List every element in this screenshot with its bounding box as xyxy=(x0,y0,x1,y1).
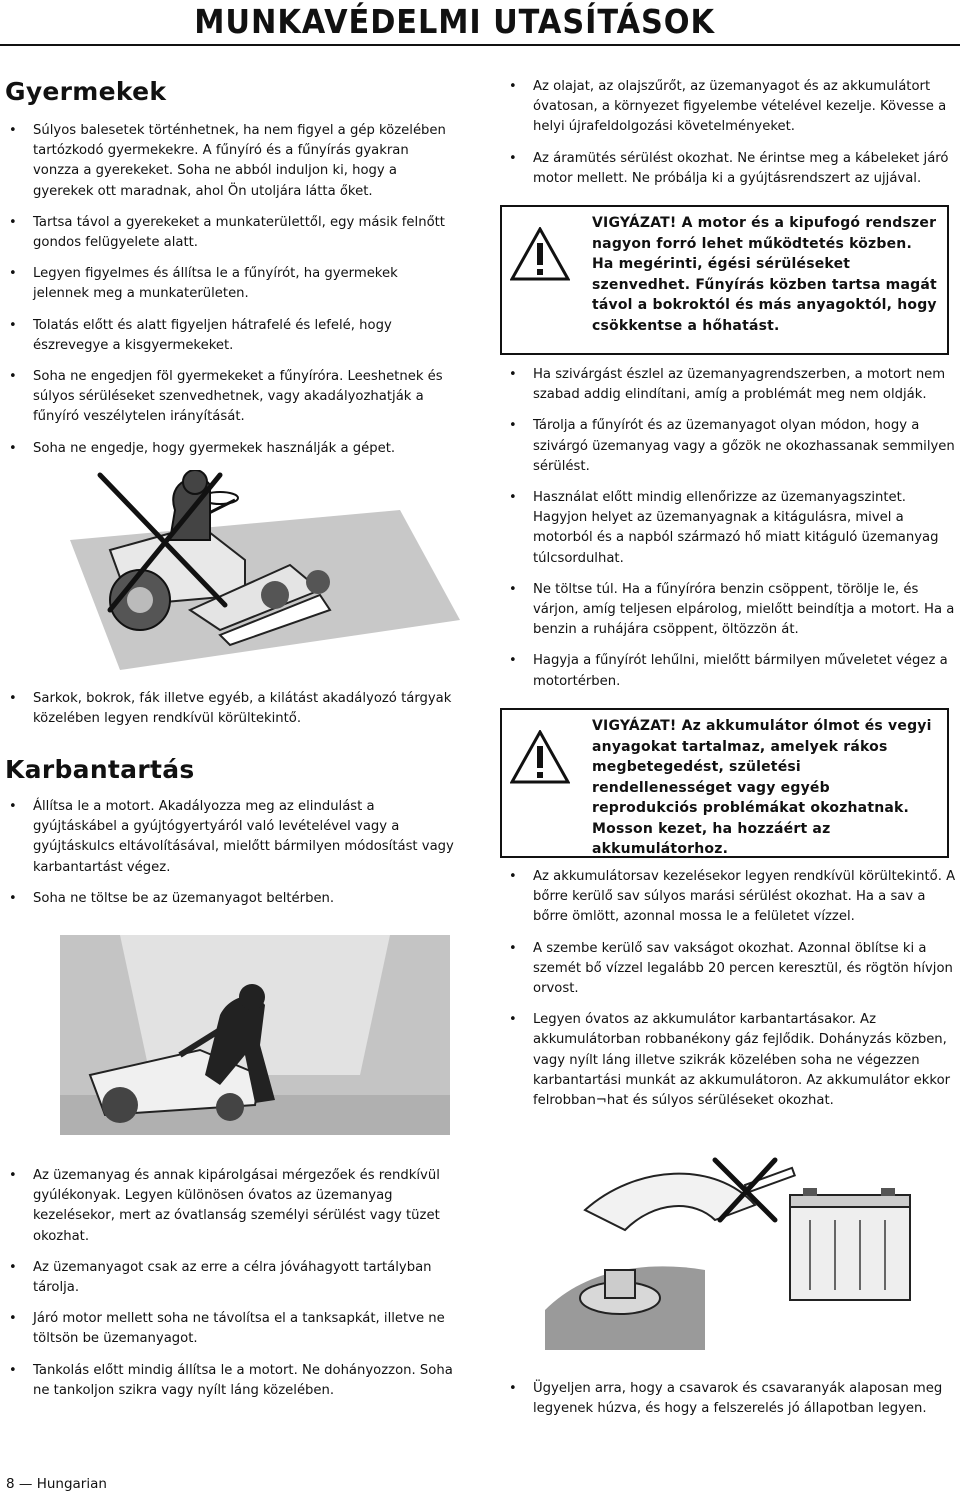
list-item: • A szembe kerülő sav vakságot okozhat. Azonnal öblítse ki a szemét bő vízzel legalább 20 percen keresztül, és rögtön hívjon orvost. xyxy=(509,939,957,1000)
corners-list xyxy=(9,689,457,729)
list-item: • Járó motor mellett soha ne távolítsa el a tanksapkát, illetve ne töltsön be üzemanyagot. xyxy=(9,1309,457,1349)
list-item: • Ne töltse túl. Ha a fűnyíróra benzin csöppent, törölje le, és várjon, amíg teljesen elpárolog, mielőtt beindítja a motort. Ha a benzin a ruhájára csöppent, öltözzön át. xyxy=(509,580,957,641)
footer-dash: — xyxy=(18,1476,33,1492)
list-item: • Ha szivárgást észlel az üzemanyagrendszerben, a motort nem szabad addig elindítani, amíg a problémát meg nem oldják. xyxy=(509,365,957,405)
list-item: • Használat előtt mindig ellenőrizze az üzemanyagszintet. Hagyjon helyet az üzemanyagnak a kitágulásra, mivel a motorból és a napból származó hő miatt kitáguló üzemanyag túlcsordulhat. xyxy=(509,488,957,569)
footer-language: Hungarian xyxy=(36,1476,107,1492)
list-item: • Az áramütés sérülést okozhat. Ne érintse meg a kábeleket járó motor mellett. Ne próbálja ki a gyújtásrendszert az ujjával. xyxy=(509,149,957,189)
battery-shape xyxy=(790,1188,910,1300)
list-item: • Soha ne engedjen föl gyermekeket a fűnyíróra. Leeshetnek és súlyos sérüléseket szenvedhetnek, vagy akadályozhatják a fűnyíró veszélytelen irányítását. xyxy=(9,367,457,428)
section-heading-maintenance: Karbantartás xyxy=(5,755,195,784)
mower-child-illustration xyxy=(70,470,460,670)
list-item: • Az üzemanyagot csak az erre a célra jóváhagyott tartályban tárolja. xyxy=(9,1258,457,1298)
warning-triangle-icon xyxy=(510,730,570,784)
list-item: • Ügyeljen arra, hogy a csavarok és csavaranyák alaposan meg legyenek húzva, és hogy a felszerelés jó állapotban legyen. xyxy=(509,1379,957,1419)
warning-text: VIGYÁZAT! A motor és a kipufogó rendszer nagyon forró lehet működtetés közben. Ha megérinti, égési sérüléseket szenvedhet. Fűnyírás közben tartsa magát távol a bokroktól és más anyagoktól, hogy csökkentse a hőhatást. xyxy=(592,215,937,334)
list-item: • Tartsa távol a gyerekeket a munkaterülettől, egy másik felnőtt gondos felügyelete alatt. xyxy=(9,213,457,253)
list-item: • Súlyos balesetek történhetnek, ha nem figyel a gép közelében tartózkodó gyermekekre. A fűnyíró és a fűnyírás gyakran vonzza a gyerekeket. Soha ne abból induljon ki, hogy a gyerekek ott maradnak, ahol Ön utoljára látta őket. xyxy=(9,121,457,202)
list-item: • Tolatás előtt és alatt figyeljen hátrafelé és lefelé, hogy észrevegye a kisgyermekeket. xyxy=(9,316,457,356)
list-item: • Az üzemanyag és annak kipárolgásai mérgezőek és rendkívül gyúlékonyak. Legyen különösen óvatos az üzemanyag kezelésekor, mert az óvatlanság személyi sérülést vagy tüzet okozhat. xyxy=(9,1166,457,1247)
list-item: • Legyen figyelmes és állítsa le a fűnyírót, ha gyermekek jelennek meg a munkaterületen. xyxy=(9,264,457,304)
right-last-list xyxy=(509,1379,957,1419)
garage-maintenance-illustration xyxy=(60,935,450,1135)
warning-triangle-icon xyxy=(510,227,570,281)
list-item: • Sarkok, bokrok, fák illetve egyéb, a kilátást akadályozó tárgyak közelében legyen rendkívül körültekintő. xyxy=(9,689,457,729)
maintenance-list xyxy=(9,797,457,909)
page-header-title: MUNKAVÉDELMI UTASÍTÁSOK xyxy=(194,2,715,41)
header-rule xyxy=(0,44,960,46)
warning-box-hot-engine xyxy=(500,205,949,355)
list-item: • Hagyja a fűnyírót lehűlni, mielőtt bármilyen műveletet végez a motortérben. xyxy=(509,651,957,691)
children-list xyxy=(9,121,457,459)
warning-box-battery-lead xyxy=(500,708,949,858)
battery-smoking-illustration xyxy=(545,1150,925,1350)
list-item: • Tankolás előtt mindig állítsa le a motort. Ne dohányozzon. Soha ne tankoljon szikra vagy nyílt láng közelében. xyxy=(9,1361,457,1401)
list-item: • Soha ne töltse be az üzemanyagot beltérben. xyxy=(9,889,457,909)
page-footer xyxy=(6,1476,107,1492)
right-mid-list xyxy=(509,365,957,692)
list-item: • Legyen óvatos az akkumulátor karbantartásakor. Az akkumulátorban robbanékony gáz fejlődik. Dohányzás közben, vagy nyílt láng illetve szikrák közelében soha ne végezzen karbantartási munkát az akkumulátoron. Az akkumulátor ekkor felrobban¬hat és súlyos sérüléseket okozhat. xyxy=(509,1010,957,1111)
list-item: • Az olajat, az olajszűrőt, az üzemanyagot és az akkumulátort óvatosan, a környezet figyelembe vételével kezelje. Kövesse a helyi újrafeldolgozási követelményeket. xyxy=(509,77,957,138)
fuel-list xyxy=(9,1166,457,1401)
list-item: • Soha ne engedje, hogy gyermekek használják a gépet. xyxy=(9,439,457,459)
page-number: 8 xyxy=(6,1476,15,1492)
list-item: • Tárolja a fűnyírót és az üzemanyagot olyan módon, hogy a szivárgó üzemanyag vagy a gőzök ne okozhassanak semmilyen sérülést. xyxy=(509,416,957,477)
battery-list xyxy=(509,867,957,1111)
right-top-list xyxy=(509,77,957,189)
list-item: • Az akkumulátorsav kezelésekor legyen rendkívül körültekintő. A bőrre kerülő sav súlyos marási sérülést okozhat. Ha a sav a bőrre ömlött, azonnal mossa le a felületet vízzel. xyxy=(509,867,957,928)
section-heading-children: Gyermekek xyxy=(5,77,167,106)
list-item: • Állítsa le a motort. Akadályozza meg az elindulást a gyújtáskábel a gyújtógyertyáról való levételével vagy a gyújtáskulcs eltávolításával, mielőtt bármilyen módosítást vagy karbantartást végez. xyxy=(9,797,457,878)
warning-text: VIGYÁZAT! Az akkumulátor ólmot és vegyi anyagokat tartalmaz, amelyek rákos megbetegedést, születési rendellenességet vagy egyéb reprodukciós problémákat okozhatnak. Mosson kezet, ha hozzáért az akkumulátorhoz. xyxy=(592,718,932,857)
